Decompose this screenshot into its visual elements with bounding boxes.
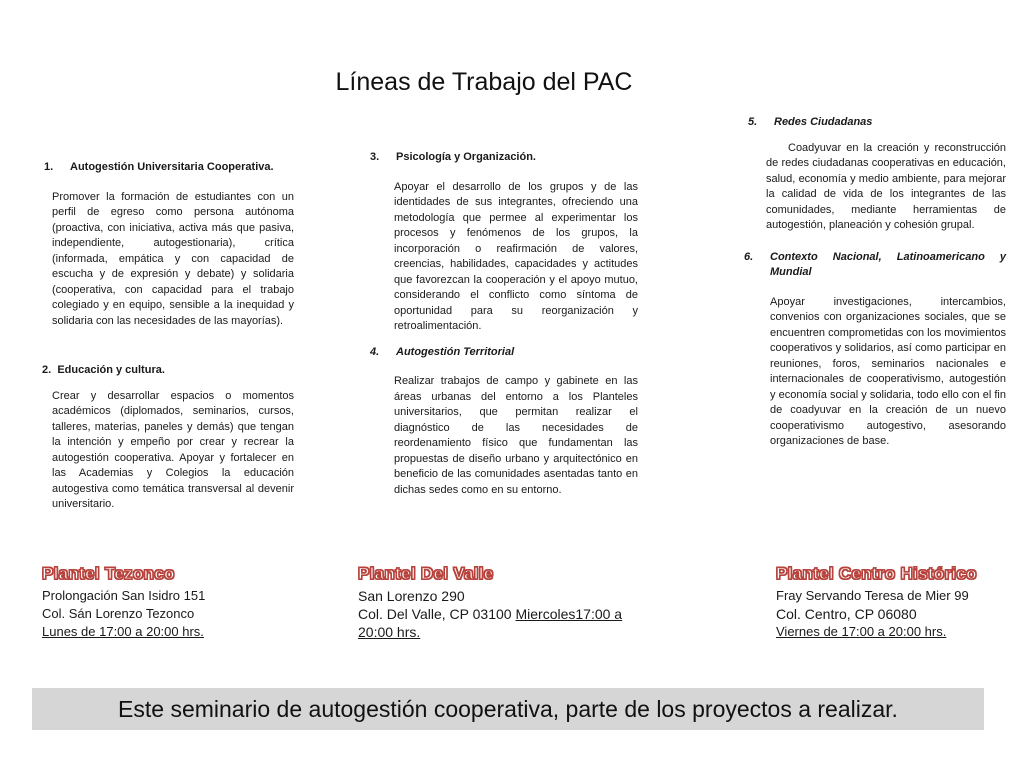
plantel-tezonco (42, 565, 282, 641)
section-heading-6 (744, 250, 1006, 281)
plantel-del-valle-colonia: Col. Del Valle, CP 03100 (358, 606, 516, 622)
section-body-5: Coadyuvar en la creación y reconstrucción de redes ciudadanas cooperativas en educación, salud, economía y medio ambiente, para mejorar la calidad de vida de los integrantes de las comunidades, mediante herramientas de autogestión, planeación y cohesión grupal. (766, 141, 1006, 231)
footer-banner (32, 688, 984, 730)
section-number-1: 1. (44, 161, 54, 173)
section-title-2: Educación y cultura. (57, 364, 165, 376)
plantel-centro-historico-address: Fray Servando Teresa de Mier 99 (776, 588, 969, 603)
section-heading-2 (42, 363, 294, 379)
section-heading-1 (42, 160, 294, 176)
section-body-4: Realizar trabajos de campo y gabinete en las áreas urbanas del entorno a los Planteles universitarios, que permitan realizar el diagnóstico de las necesidades de reordenamiento físico que fundamentan las propuestas de diseño urbano y arquitectónico en beneficio de las comunidades asentadas tanto en dichas sedes como en su entorno. (394, 375, 638, 496)
footer-banner-text: Este seminario de autogestión cooperativa, parte de los proyectos a realizar. (118, 695, 898, 722)
section-body-6: Apoyar investigaciones, intercambios, convenios con organizaciones sociales, que se encuentren comprometidas con los movimientos cooperativos y solidarios, así como participar en reuniones, foros, seminarios nacionales e internacionales de cooperativismo, autogestión y economía social y solidaria, todo ello con el fin de coadyuvar en la creación de un nuevo cooperativismo autogestivo, asesorando organizaciones de base. (770, 295, 1007, 447)
section-heading-4 (370, 345, 638, 361)
plantel-centro-historico-colonia: Col. Centro, CP 06080 (776, 606, 917, 622)
section-heading-3 (370, 150, 638, 166)
section-body-2: Crear y desarrollar espacios o momentos académicos (diplomados, seminarios, cursos, talleres, materias, paneles y demás) que tengan la intención y empeño por crear y recrear la autogestión cooperativa. Apoyar y fortalecer en las Academias y Colegios la educación autogestiva como temática transversal al devenir universitario. (52, 389, 294, 510)
page-title: Líneas de Trabajo del PAC (335, 68, 633, 96)
plantel-centro-historico (776, 565, 1016, 641)
section-title-5: Redes Ciudadanas (774, 116, 873, 128)
column-left (42, 160, 294, 513)
column-right (744, 115, 1006, 450)
plantel-centro-historico-schedule: Viernes de 17:00 a 20:00 hrs. (776, 624, 947, 639)
plantel-del-valle-schedule: Miercoles17:00 a 20:00 hrs. (358, 606, 623, 640)
plantel-tezonco-colonia: Col. Sán Lorenzo Tezonco (42, 606, 195, 621)
plantel-del-valle-title: Plantel Del Valle (358, 564, 494, 583)
section-number-6: 6. (744, 250, 754, 263)
section-title-4: Autogestión Territorial (396, 345, 515, 358)
plantel-del-valle-colonia-schedule (358, 605, 658, 641)
plantel-tezonco-schedule: Lunes de 17:00 a 20:00 hrs. (42, 624, 204, 639)
section-number-2: 2. (42, 364, 52, 376)
section-heading-5 (744, 115, 1006, 131)
section-number-3: 3. (370, 151, 380, 163)
plantel-del-valle (358, 565, 658, 641)
section-number-5: 5. (748, 116, 758, 128)
plantel-tezonco-address: Prolongación San Isidro 151 (42, 588, 206, 603)
section-body-1: Promover la formación de estudiantes con un perfil de egreso como persona autónoma (proactiva, con iniciativa, activa más que pasiva, independiente, autogestionaria), crítica (informada, empática y con capacidad de escucha y de expresión y debate) y solidaria (cooperativa, con capacidad para el trabajo colegiado y en equipo, sensible a la inequidad y solidaria con las necesidades de las mayorías). (52, 190, 294, 327)
plantel-centro-historico-title: Plantel Centro Histórico (776, 564, 977, 583)
section-title-1: Autogestión Universitaria Cooperativa. (70, 161, 274, 173)
plantel-del-valle-address: San Lorenzo 290 (358, 588, 465, 604)
plantel-tezonco-title: Plantel Tezonco (42, 564, 175, 583)
section-body-3: Apoyar el desarrollo de los grupos y de las identidades de sus integrantes, ofreciendo una metodología que permee al experimentar los procesos y fenómenos de los grupos, la incorporación o reafirmación de valores, creencias, habilidades, capacidades y actitudes que favorezcan la cooperación y el apoyo mutuo, considerando el conflicto como síntoma de oportunidad para su reorganización y retroalimentación. (394, 180, 638, 332)
section-title-6: Contexto Nacional, Latinoamericano y Mundial (770, 250, 1006, 278)
section-number-4: 4. (370, 345, 380, 358)
column-center (370, 150, 638, 498)
section-title-3: Psicología y Organización. (396, 151, 536, 163)
